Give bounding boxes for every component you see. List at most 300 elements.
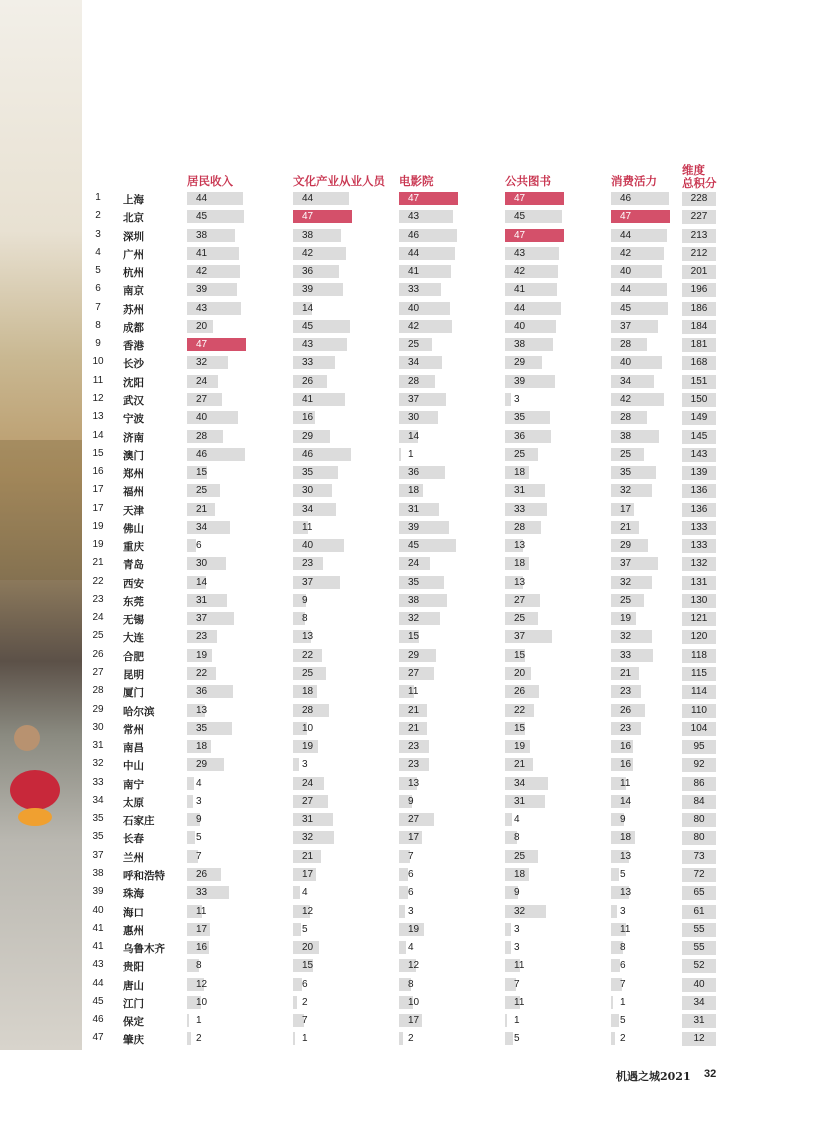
score-bar: [611, 1032, 615, 1045]
score-bar: [399, 1032, 403, 1045]
score-value: 34: [302, 503, 314, 515]
score-value: 4: [408, 942, 414, 954]
city-name: 合肥: [123, 650, 144, 663]
rank-number: 22: [92, 575, 104, 587]
table-row: [0, 263, 816, 281]
score-value: 29: [302, 430, 314, 442]
table-row: [0, 939, 816, 957]
score-value: 11: [514, 960, 525, 972]
score-bar: [187, 795, 193, 808]
total-score-cell: [682, 430, 716, 444]
total-score-cell: [682, 521, 716, 535]
rank-number: 15: [92, 447, 104, 459]
table-row: [0, 574, 816, 592]
score-value: 47: [302, 211, 314, 223]
total-score-value: 92: [693, 759, 705, 771]
total-score-cell: [682, 685, 716, 699]
score-value: 7: [408, 850, 414, 862]
score-value: 46: [408, 229, 420, 241]
total-score-value: 136: [690, 503, 708, 515]
score-value: 21: [302, 850, 314, 862]
city-name: 西安: [123, 577, 144, 590]
table-row: [0, 702, 816, 720]
total-score-cell: [682, 1014, 716, 1028]
score-value: 10: [196, 996, 208, 1008]
score-value: 23: [620, 686, 632, 698]
city-name: 海口: [123, 906, 144, 919]
score-bar: [611, 320, 658, 333]
score-value: 18: [514, 467, 526, 479]
score-value: 28: [620, 339, 632, 351]
rank-number: 6: [95, 283, 101, 295]
rank-number: 37: [92, 849, 104, 861]
table-row: [0, 848, 816, 866]
score-bar: [187, 265, 240, 278]
score-value: 4: [302, 887, 308, 899]
score-value: 47: [408, 193, 420, 204]
score-value: 17: [408, 832, 420, 844]
city-name: 武汉: [123, 394, 144, 407]
score-value: 29: [620, 540, 632, 552]
total-score-cell: [682, 338, 716, 352]
score-value: 17: [196, 923, 208, 935]
score-value: 30: [408, 412, 420, 424]
total-score-cell: [682, 722, 716, 736]
city-name: 肇庆: [123, 1034, 144, 1047]
score-value: 17: [408, 1015, 420, 1027]
city-name: 澳门: [123, 449, 144, 462]
score-value: 24: [302, 777, 314, 789]
rank-number: 2: [95, 210, 101, 222]
score-bar: [399, 594, 447, 607]
score-value: 30: [302, 485, 314, 497]
score-value: 25: [302, 668, 314, 680]
score-value: 22: [514, 704, 526, 716]
score-value: 33: [408, 284, 420, 296]
score-value: 16: [620, 759, 632, 771]
table-row: [0, 519, 816, 537]
total-score-value: 143: [690, 448, 708, 460]
total-score-value: 145: [690, 430, 708, 442]
score-value: 17: [620, 503, 632, 515]
table-row: [0, 866, 816, 884]
column-header-2: 文化产业从业人员: [293, 176, 385, 188]
score-bar: [293, 503, 336, 516]
score-bar: [187, 1032, 191, 1045]
table-row: [0, 665, 816, 683]
score-value: 18: [620, 832, 632, 844]
city-name: 厦门: [123, 687, 144, 700]
score-bar: [399, 448, 401, 461]
score-bar: [187, 886, 229, 899]
total-score-cell: [682, 356, 716, 370]
city-name: 北京: [123, 212, 144, 225]
footer-title: 机遇之城2021: [616, 1070, 691, 1083]
rank-number: 14: [92, 429, 104, 441]
score-value: 44: [302, 193, 314, 204]
score-value: 36: [196, 686, 208, 698]
table-row: [0, 903, 816, 921]
score-value: 8: [620, 942, 626, 954]
score-bar: [505, 941, 511, 954]
total-score-value: 31: [693, 1015, 705, 1027]
score-bar: [505, 503, 547, 516]
city-name: 保定: [123, 1016, 144, 1029]
table-row: [0, 391, 816, 409]
score-value: 21: [514, 759, 526, 771]
score-value: 26: [514, 686, 526, 698]
score-value: 35: [408, 576, 420, 588]
score-value: 38: [620, 430, 632, 442]
total-score-value: 151: [690, 375, 708, 387]
score-bar: [293, 265, 339, 278]
score-bar: [611, 630, 652, 643]
score-bar: [187, 612, 234, 625]
rank-number: 19: [92, 539, 104, 551]
total-score-cell: [682, 959, 716, 973]
score-value: 15: [514, 649, 526, 661]
total-score-value: 139: [690, 467, 708, 479]
score-value: 47: [514, 229, 526, 241]
score-value: 16: [302, 412, 314, 424]
score-value: 15: [408, 631, 420, 643]
score-value: 5: [196, 832, 202, 844]
score-value: 33: [302, 357, 314, 369]
score-value: 15: [514, 722, 526, 734]
score-bar: [611, 393, 664, 406]
score-value: 6: [408, 868, 414, 880]
score-value: 27: [408, 814, 420, 826]
score-value: 40: [620, 357, 632, 369]
total-score-value: 80: [693, 814, 705, 826]
score-value: 3: [408, 905, 414, 917]
score-value: 37: [620, 320, 632, 332]
total-score-cell: [682, 210, 716, 224]
table-row: [0, 811, 816, 829]
score-value: 8: [302, 613, 308, 625]
rank-number: 47: [92, 1032, 104, 1044]
score-value: 10: [408, 996, 420, 1008]
city-name: 石家庄: [123, 815, 155, 828]
score-value: 39: [196, 284, 208, 296]
rank-number: 28: [92, 685, 104, 697]
score-value: 3: [620, 905, 626, 917]
score-value: 20: [302, 942, 314, 954]
score-value: 3: [196, 795, 202, 807]
rank-number: 3: [95, 228, 101, 240]
table-row: [0, 592, 816, 610]
score-bar: [293, 229, 341, 242]
total-score-cell: [682, 704, 716, 718]
score-value: 11: [514, 996, 525, 1008]
table-row: [0, 994, 816, 1012]
score-value: 7: [514, 978, 520, 990]
total-score-value: 149: [690, 412, 708, 424]
score-value: 6: [620, 960, 626, 972]
city-name: 深圳: [123, 230, 144, 243]
city-name: 成都: [123, 321, 144, 334]
total-score-value: 136: [690, 485, 708, 497]
total-score-cell: [682, 612, 716, 626]
score-value: 6: [302, 978, 308, 990]
score-value: 18: [408, 485, 420, 497]
score-value: 44: [196, 193, 208, 204]
score-value: 8: [196, 960, 202, 972]
score-value: 11: [620, 923, 631, 935]
score-value: 30: [196, 558, 208, 570]
score-value: 13: [514, 576, 526, 588]
score-value: 10: [302, 722, 314, 734]
score-value: 46: [620, 193, 632, 204]
rank-number: 32: [92, 758, 104, 770]
total-score-cell: [682, 941, 716, 955]
score-value: 14: [302, 302, 314, 314]
total-header-line1: 维度: [682, 165, 705, 177]
score-bar: [293, 886, 300, 899]
score-value: 38: [408, 594, 420, 606]
score-bar: [611, 356, 662, 369]
table-row: [0, 336, 816, 354]
total-score-value: 61: [693, 905, 705, 917]
score-bar: [399, 302, 450, 315]
score-value: 25: [514, 613, 526, 625]
score-value: 28: [196, 430, 208, 442]
score-bar: [611, 247, 664, 260]
rank-number: 16: [92, 466, 104, 478]
score-bar: [293, 923, 301, 936]
score-bar: [505, 320, 556, 333]
score-bar: [187, 521, 230, 534]
score-value: 1: [196, 1015, 202, 1027]
score-bar: [293, 831, 334, 844]
rank-number: 38: [92, 867, 104, 879]
score-bar: [187, 777, 194, 790]
score-bar: [399, 265, 451, 278]
city-name: 昆明: [123, 669, 144, 682]
score-value: 44: [408, 247, 420, 259]
rank-number: 24: [92, 612, 104, 624]
score-value: 36: [408, 467, 420, 479]
total-score-value: 95: [693, 741, 705, 753]
score-value: 13: [514, 540, 526, 552]
total-score-value: 110: [691, 704, 707, 716]
score-bar: [187, 831, 195, 844]
score-value: 4: [196, 777, 202, 789]
rank-number: 40: [92, 904, 104, 916]
score-value: 1: [302, 1033, 308, 1045]
score-value: 43: [514, 247, 526, 259]
total-score-cell: [682, 740, 716, 754]
score-bar: [187, 685, 233, 698]
table-row: [0, 647, 816, 665]
score-value: 42: [302, 247, 314, 259]
rank-number: 35: [92, 813, 104, 825]
score-value: 26: [620, 704, 632, 716]
score-value: 43: [196, 302, 208, 314]
total-score-cell: [682, 411, 716, 425]
city-name: 常州: [123, 723, 144, 736]
score-value: 14: [620, 795, 632, 807]
score-value: 32: [620, 576, 632, 588]
score-value: 9: [196, 814, 202, 826]
table-row: [0, 1030, 816, 1048]
rank-number: 41: [92, 941, 104, 953]
table-row: [0, 976, 816, 994]
score-value: 38: [196, 229, 208, 241]
score-value: 39: [514, 375, 526, 387]
score-value: 11: [620, 777, 631, 789]
city-name: 南昌: [123, 742, 144, 755]
score-value: 11: [408, 686, 419, 698]
city-name: 上海: [123, 194, 144, 206]
total-score-cell: [682, 393, 716, 407]
total-score-value: 80: [693, 832, 705, 844]
score-value: 37: [196, 613, 208, 625]
city-name: 珠海: [123, 888, 144, 901]
total-score-cell: [682, 905, 716, 919]
score-bar: [399, 521, 449, 534]
score-bar: [293, 283, 343, 296]
rank-number: 21: [92, 557, 104, 569]
table-row: [0, 720, 816, 738]
total-score-value: 120: [690, 631, 708, 643]
city-name: 杭州: [123, 267, 144, 280]
score-value: 42: [514, 266, 526, 278]
city-name: 太原: [123, 796, 144, 809]
score-value: 2: [620, 1033, 626, 1045]
score-value: 19: [514, 741, 526, 753]
total-score-cell: [682, 667, 716, 681]
score-value: 22: [302, 649, 314, 661]
score-value: 26: [196, 868, 208, 880]
score-bar: [399, 393, 446, 406]
score-value: 47: [196, 339, 208, 351]
table-row: [0, 610, 816, 628]
score-value: 43: [302, 339, 314, 351]
city-name: 惠州: [123, 924, 144, 937]
total-score-value: 186: [690, 302, 708, 314]
city-name: 长沙: [123, 358, 144, 371]
table-row: [0, 775, 816, 793]
score-value: 33: [196, 887, 208, 899]
total-score-cell: [682, 1032, 716, 1046]
score-value: 6: [408, 887, 414, 899]
column-header-1: 居民收入: [187, 176, 233, 188]
column-header-3: 电影院: [399, 176, 434, 188]
score-value: 47: [514, 193, 526, 204]
score-value: 1: [620, 996, 626, 1008]
score-value: 8: [514, 832, 520, 844]
city-name: 重庆: [123, 541, 144, 554]
rank-number: 10: [92, 356, 104, 368]
score-value: 2: [408, 1033, 414, 1045]
score-value: 46: [196, 448, 208, 460]
score-value: 34: [620, 375, 632, 387]
score-value: 27: [302, 795, 314, 807]
city-name: 广州: [123, 248, 144, 261]
score-value: 29: [514, 357, 526, 369]
total-score-value: 72: [693, 868, 705, 880]
score-value: 23: [196, 631, 208, 643]
score-bar: [399, 356, 442, 369]
score-value: 43: [408, 211, 420, 223]
total-score-cell: [682, 320, 716, 334]
total-score-value: 213: [690, 229, 708, 241]
score-bar: [293, 466, 338, 479]
score-value: 4: [514, 814, 520, 826]
table-row: [0, 428, 816, 446]
total-score-cell: [682, 630, 716, 644]
rank-number: 27: [92, 667, 104, 679]
score-value: 13: [408, 777, 420, 789]
score-value: 1: [408, 448, 414, 460]
score-value: 16: [620, 741, 632, 753]
rank-number: 33: [92, 776, 104, 788]
score-bar: [611, 996, 613, 1009]
score-bar: [505, 338, 553, 351]
score-value: 41: [514, 284, 526, 296]
score-value: 37: [302, 576, 314, 588]
city-name: 江门: [123, 997, 144, 1010]
score-value: 44: [620, 229, 632, 241]
city-name: 佛山: [123, 522, 144, 535]
score-value: 2: [196, 1033, 202, 1045]
score-value: 16: [196, 942, 208, 954]
total-score-cell: [682, 283, 716, 297]
total-score-cell: [682, 539, 716, 553]
score-value: 32: [620, 631, 632, 643]
rank-number: 39: [92, 886, 104, 898]
score-value: 35: [196, 722, 208, 734]
score-bar: [505, 411, 550, 424]
score-bar: [505, 1014, 507, 1027]
table-row: [0, 281, 816, 299]
total-score-value: 130: [690, 594, 708, 606]
score-value: 22: [196, 668, 208, 680]
city-name: 天津: [123, 504, 144, 517]
score-value: 32: [408, 613, 420, 625]
score-value: 42: [620, 247, 632, 259]
score-value: 13: [620, 887, 632, 899]
score-bar: [399, 612, 440, 625]
score-value: 5: [620, 868, 626, 880]
rank-number: 44: [92, 977, 104, 989]
score-value: 23: [408, 759, 420, 771]
score-value: 9: [302, 594, 308, 606]
rank-number: 30: [92, 721, 104, 733]
score-value: 9: [620, 814, 626, 826]
table-row: [0, 537, 816, 555]
rank-number: 4: [95, 246, 101, 258]
total-score-cell: [682, 265, 716, 279]
rank-number: 1: [95, 192, 101, 203]
city-name: 郑州: [123, 468, 144, 481]
score-value: 21: [620, 668, 632, 680]
score-bar: [611, 375, 654, 388]
total-score-cell: [682, 503, 716, 517]
total-score-value: 65: [693, 887, 705, 899]
score-value: 33: [514, 503, 526, 515]
score-value: 32: [302, 832, 314, 844]
score-value: 38: [302, 229, 314, 241]
score-value: 2: [302, 996, 308, 1008]
rank-number: 5: [95, 265, 101, 277]
total-score-value: 104: [690, 722, 708, 734]
score-bar: [293, 393, 345, 406]
rank-number: 29: [92, 703, 104, 715]
score-value: 19: [196, 649, 208, 661]
score-value: 36: [514, 430, 526, 442]
